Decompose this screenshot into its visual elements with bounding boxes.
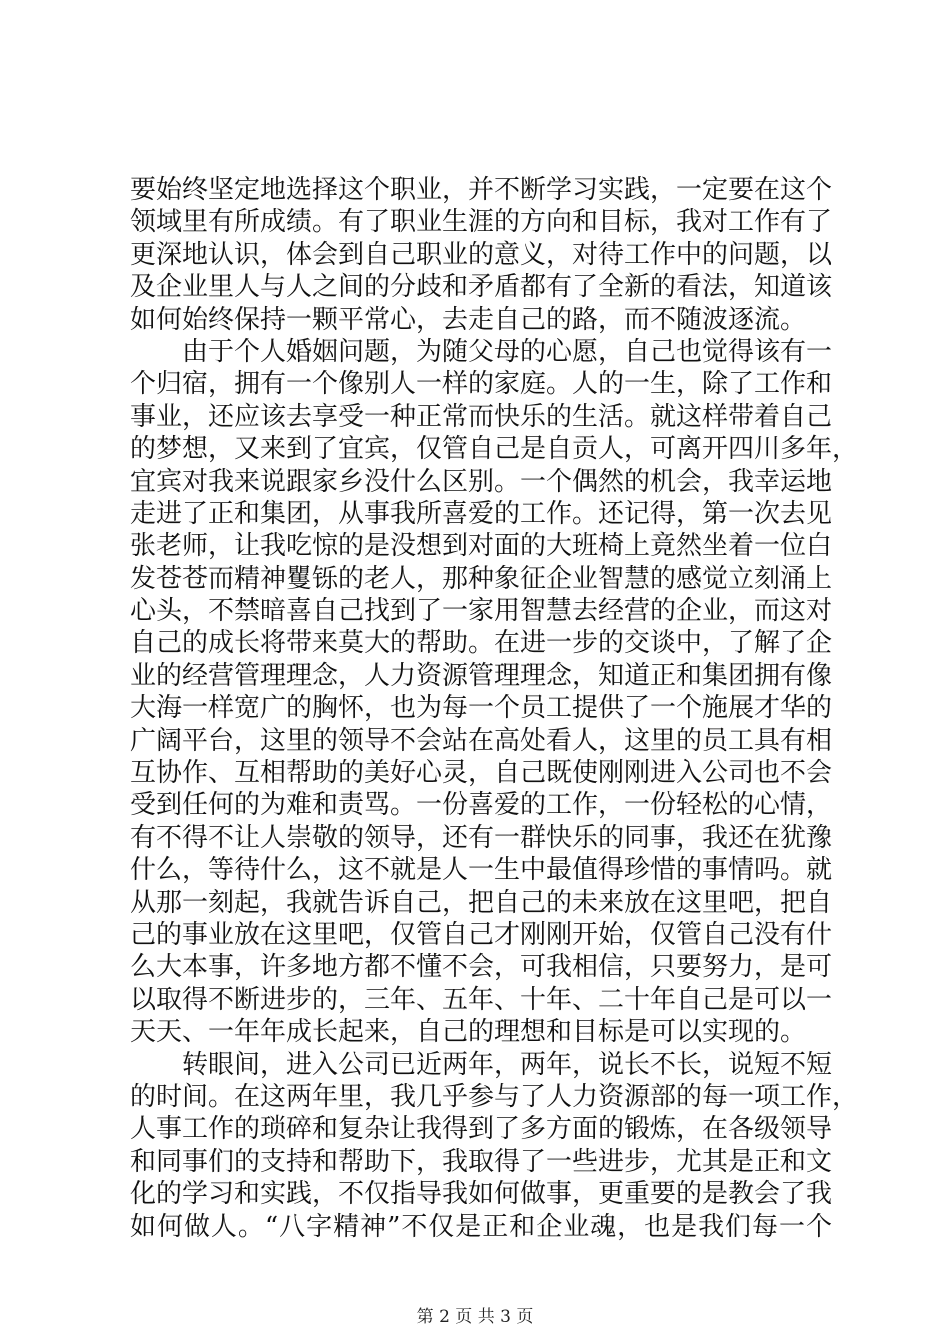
text-line: 张老师，让我吃惊的是没想到对面的大班椅上竟然坐着一位白 [130, 531, 833, 562]
text-line: 心头，不禁暗喜自己找到了一家用智慧去经营的企业，而这对 [130, 596, 833, 627]
text-line: 宜宾对我来说跟家乡没什么区别。一个偶然的机会，我幸运地 [130, 466, 833, 497]
page-number-footer: 第 2 页 共 3 页 [416, 1307, 534, 1327]
text-line: 从那一刻起，我就告诉自己，把自己的未来放在这里吧，把自 [130, 887, 833, 918]
text-line: 事业，还应该去享受一种正常而快乐的生活。就这样带着自己 [130, 401, 833, 432]
text-line: 么大本事，许多地方都不懂不会，可我相信，只要努力，是可 [130, 952, 833, 983]
text-line: 有不得不让人崇敬的领导，还有一群快乐的同事，我还在犹豫 [130, 822, 833, 853]
text-line: 的时间。在这两年里，我几乎参与了人力资源部的每一项工作， [130, 1081, 859, 1112]
text-line: 己的事业放在这里吧，仅管自己才刚刚开始，仅管自己没有什 [130, 919, 833, 950]
text-line: 以取得不断进步的，三年、五年、十年、二十年自己是可以一 [130, 984, 833, 1015]
text-line: 转眼间，进入公司已近两年，两年，说长不长，说短不短 [182, 1049, 833, 1080]
text-line: 发苍苍而精神矍铄的老人，那种象征企业智慧的感觉立刻涌上 [130, 563, 833, 594]
text-line: 和同事们的支持和帮助下，我取得了一些进步，尤其是正和文 [130, 1146, 833, 1177]
text-line: 及企业里人与人之间的分歧和矛盾都有了全新的看法，知道该 [130, 272, 833, 303]
text-line: 化的学习和实践，不仅指导我如何做事，更重要的是教会了我 [130, 1179, 833, 1210]
text-line: 的梦想，又来到了宜宾，仅管自己是自贡人，可离开四川多年， [130, 434, 859, 465]
text-line: 受到任何的为难和责骂。一份喜爱的工作，一份轻松的心情， [130, 790, 833, 821]
text-line: 什么，等待什么，这不就是人一生中最值得珍惜的事情吗。就 [130, 855, 833, 886]
text-line: 个归宿，拥有一个像别人一样的家庭。人的一生，除了工作和 [130, 369, 833, 400]
text-line: 自己的成长将带来莫大的帮助。在进一步的交谈中，了解了企 [130, 628, 833, 659]
text-line: 广阔平台，这里的领导不会站在高处看人，这里的员工具有相 [130, 725, 833, 756]
text-line: 更深地认识，体会到自己职业的意义，对待工作中的问题，以 [130, 239, 833, 270]
text-line: 业的经营管理理念，人力资源管理理念，知道正和集团拥有像 [130, 660, 833, 691]
text-line: 由于个人婚姻问题，为随父母的心愿，自己也觉得该有一 [182, 336, 833, 367]
text-line: 如何做人。“八字精神”不仅是正和企业魂，也是我们每一个 [130, 1211, 832, 1242]
body-text [130, 174, 859, 1243]
text-line: 天天、一年年成长起来，自己的理想和目标是可以实现的。 [130, 1017, 807, 1048]
text-line: 要始终坚定地选择这个职业，并不断学习实践，一定要在这个 [130, 175, 833, 205]
text-line: 走进了正和集团，从事我所喜爱的工作。还记得，第一次去见 [130, 498, 833, 529]
text-line: 如何始终保持一颗平常心，去走自己的路，而不随波逐流。 [130, 304, 807, 335]
text-line: 领域里有所成绩。有了职业生涯的方向和目标，我对工作有了 [130, 207, 833, 238]
text-line: 互协作、互相帮助的美好心灵，自己既使刚刚进入公司也不会 [130, 758, 833, 789]
text-line: 大海一样宽广的胸怀，也为每一个员工提供了一个施展才华的 [130, 693, 833, 724]
text-line: 人事工作的琐碎和复杂让我得到了多方面的锻炼，在各级领导 [130, 1114, 833, 1145]
